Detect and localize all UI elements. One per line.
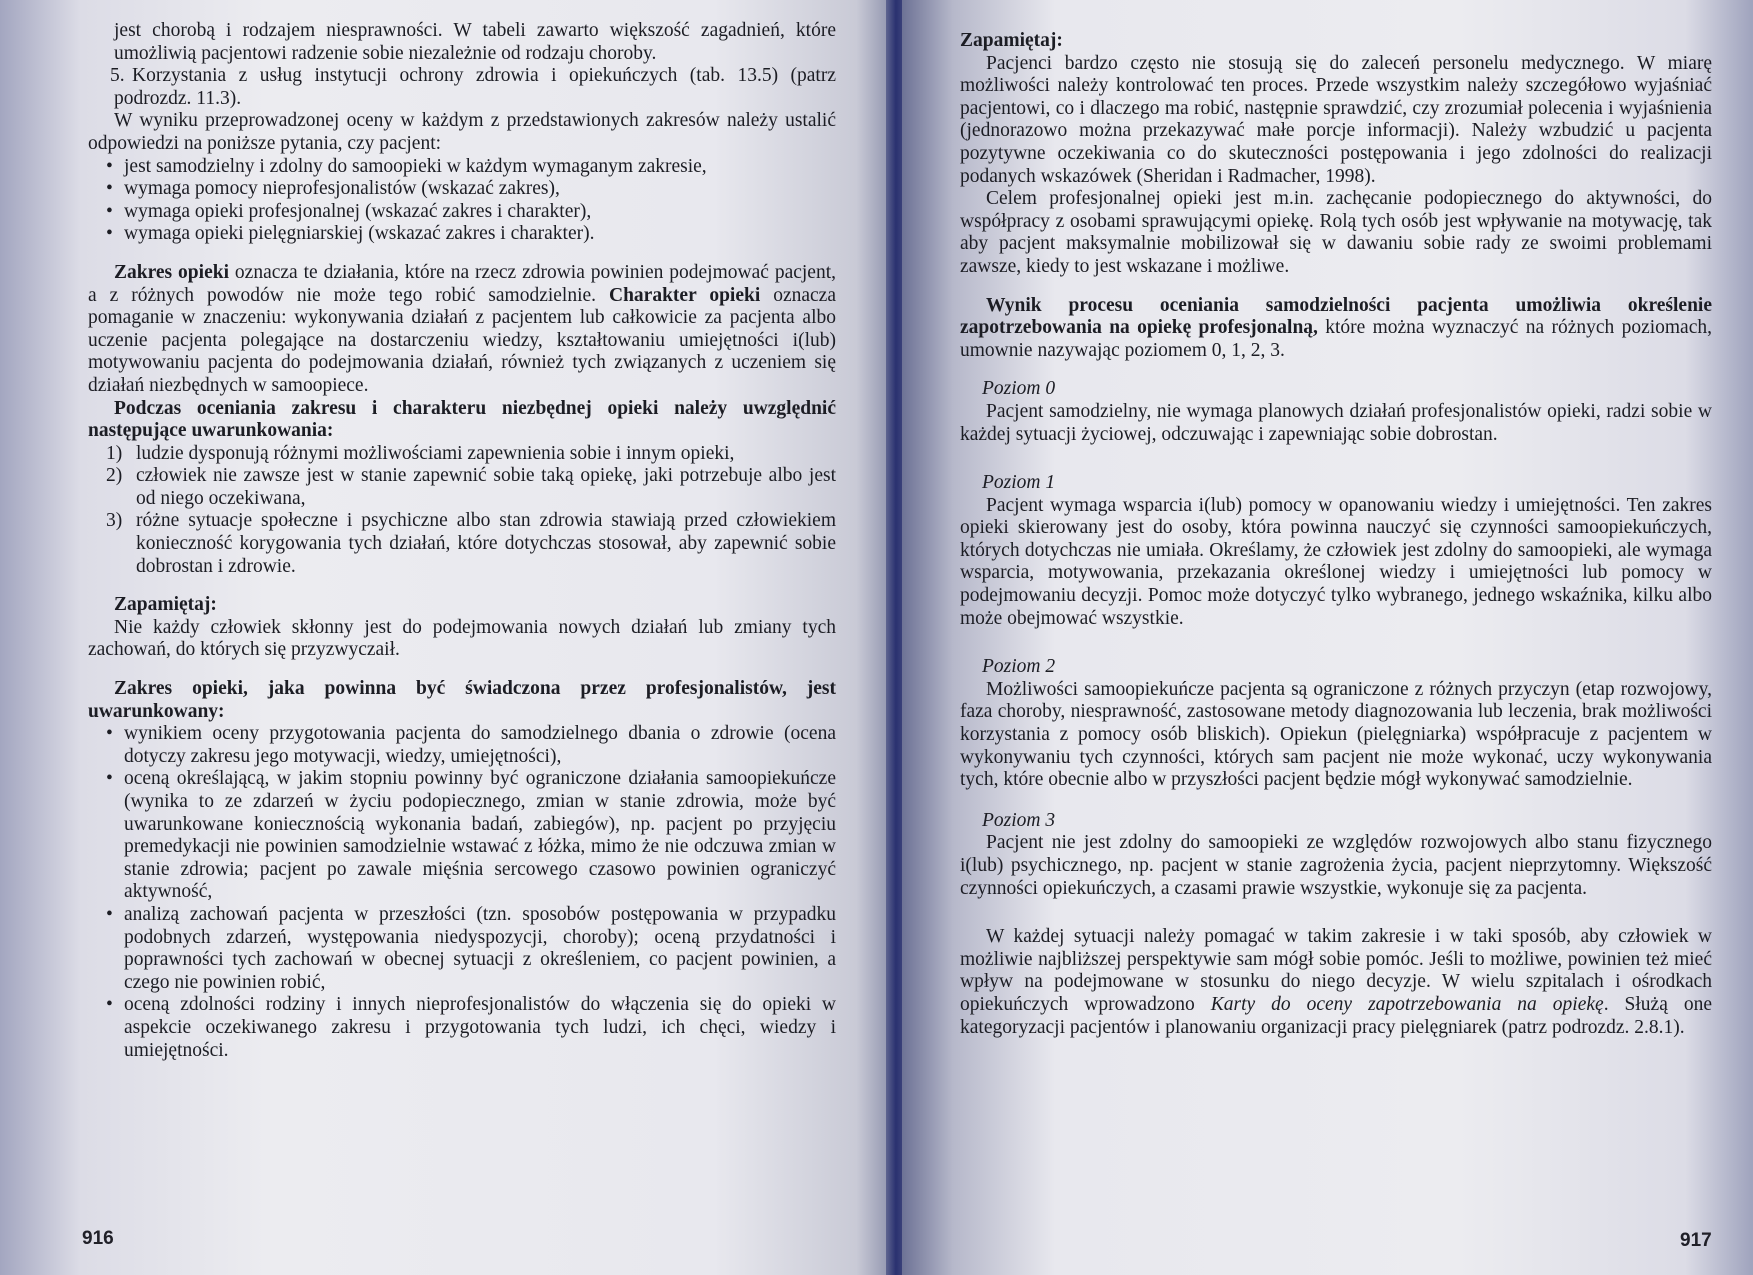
list-item: • wymaga opieki profesjonalnej (wskazać zakres i charakter), <box>124 201 836 224</box>
list-item-5 <box>88 65 836 110</box>
paragraph-text: które można wyznaczyć na różnych poziomach, umownie nazywając poziomem 0, 1, 2, 3. <box>960 317 1712 361</box>
term-karty: Karty do oceny zapotrzebowania na opiekę <box>1210 993 1604 1015</box>
level-text-0: Pacjent samodzielny, nie wymaga planowych działań profesjonalistów opieki, radzi sobie w każdej sytuacji życiowej, odczuwając i zapewniając sobie dobrostan. <box>960 400 1712 445</box>
level-text-1: Pacjent wymaga wsparcia i(lub) pomocy w opanowaniu wiedzy i umiejętności. Ten zakres opieki skierowany jest do osoby, która powinna nauczyć się czynności samoopiekuńczych, których dotychczas nie umiała. Określamy, że człowiek jest zdolny do samoopieki, ale wymaga wsparcia, motywowania, przekazania określonej wiedzy i umiejętności lub pomocy w podejmowaniu decyzji. Pomoc może dotyczyć tylko wybranego, jednego wskaźnika, kilku albo może obejmować wszystkie. <box>960 494 1712 629</box>
list-item <box>106 465 836 510</box>
list-item-text: różne sytuacje społeczne i psychiczne albo stan zdrowia stawiają przed człowiekiem konieczność korygowania tych działań, które dotychczas stosował, aby zapewnić sobie dobrostan i zdrowie. <box>136 510 836 577</box>
paragraph-wynik <box>960 295 1712 363</box>
level-text-2: Możliwości samoopiekuńcze pacjenta są ograniczone z różnych przyczyn (etap rozwojowy, faza choroby, niesprawność, zastosowane metody diagnozowania lub leczenia, brak możliwości korzystania z pomocy osób bliskich). Opiekun (pielęgniarka) współpracuje z pacjentem w wykonywaniu tych czynności, których sam pacjent nie może wykonać, uczy wykonywania tych, które obecnie albo w przyszłości pacjent będzie mógł wykonywać samodzielnie. <box>960 678 1712 791</box>
list-item-text: człowiek nie zawsze jest w stanie zapewnić sobie taką opiekę, jaki potrzebuje albo jest od niego oczekiwana, <box>136 465 836 509</box>
list-item-text: ludzie dysponują różnymi możliwościami zapewnienia sobie i innym opieki, <box>136 442 735 464</box>
paragraph-text: W każdej sytuacji należy pomagać w takim zakresie i w taki sposób, aby człowiek w możliwie najbliższej perspektywie sam mógł sobie pomóc. Jeśli to możliwe, powinien też mieć wpływ na podejmowane w stosunku do niego decyzje. W wielu szpitalach i ośrodkach opiekuńczych wprowadzono <box>960 926 1712 1015</box>
right-page-text <box>960 30 1712 1039</box>
page-number-left: 916 <box>82 1228 114 1249</box>
list-item: • jest samodzielny i zdolny do samoopieki w każdym wymaganym zakresie, <box>124 156 836 179</box>
term-wynik: Wynik procesu oceniania samodzielności pacjenta umożliwia określenie zapotrzebowania na opiekę profesjonalną, <box>960 294 1712 339</box>
list-item: • oceną określającą, w jakim stopniu powinny być ograniczone działania samoopiekuńcze (wynika to ze zdarzeń w życiu podopiecznego, zmian w stanie zdrowia, może być uwarunkowane koniecznością wykonania badań, zabiegów), np. pacjent po przyjęciu premedykacji nie powinien samodzielnie wstawać z łóżka, mimo że nie odczuwa zmian w stanie zdrowia; pacjent po zawale mięśnia sercowego czasowo powinien ograniczyć aktywność, <box>124 768 836 904</box>
term-zakres-opieki: Zakres opieki <box>114 261 229 283</box>
zapamietaj-heading: Zapamiętaj: <box>960 30 1063 51</box>
right-page <box>902 0 1753 1275</box>
zapamietaj-text: Pacjenci bardzo często nie stosują się do zaleceń personelu medycznego. W miarę możliwości należy kontrolować ten proces. Przede wszystkim należy szczegółowo wyjaśniać pacjentowi, co i dlaczego ma robić, następnie sprawdzić, czy zrozumiał polecenia i wyjaśnienia (jednorazowo można przekazywać małe porcje informacji). Należy wzbudzić u pacjenta pozytywne oczekiwania co do skuteczności postępowania i jego zdolności do realizacji podanych wskazówek (Sheridan i Radmacher, 1998). <box>960 52 1712 187</box>
list-item <box>106 442 836 466</box>
list-item: • wymaga pomocy nieprofesjonalistów (wskazać zakres), <box>124 178 836 201</box>
paragraph-celem: Celem profesjonalnej opieki jest m.in. zachęcanie podopiecznego do aktywności, do współpracy z osobami sprawującymi opiekę. Rolą tych osób jest wpływanie na motywację, tak aby pacjent maksymalnie mobilizował się w dawaniu sobie rady ze swoimi problemami zawsze, kiedy to jest wskazane i możliwe. <box>960 188 1712 277</box>
paragraph-final <box>960 926 1712 1039</box>
list-item-number: 1) <box>106 442 123 464</box>
bullet-list-b <box>88 723 836 1062</box>
numbered-list <box>88 443 836 579</box>
paragraph-text: oznacza pomaganie w znaczeniu: wykonywania działań z pacjentem lub całkowicie za pacjenta albo uczenie pacjenta polegające na dostarczeniu wiedzy, kształtowaniu umiejętności i(lub) motywowaniu pacjenta do podejmowania działań, również tych związanych z uczeniem się działań niezbędnych w samoopiece. <box>88 284 836 396</box>
level-title-1: Poziom 1 <box>982 472 1056 494</box>
paragraph-zakres-opieki <box>88 262 836 398</box>
list-item: • oceną zdolności rodziny i innych nieprofesjonalistów do włączenia się do opieki w aspekcie oczekiwanego zakresu i przygotowania tych ludzi, ich chęci, wiedzy i umiejętności. <box>124 994 836 1062</box>
bullet-list-a <box>88 156 836 246</box>
zapamietaj-heading: Zapamiętaj: <box>114 594 217 616</box>
list-item: • wymaga opieki pielęgniarskiej (wskazać zakres i charakter). <box>124 223 836 246</box>
level-title-3: Poziom 3 <box>982 809 1056 831</box>
left-page-text <box>88 20 836 1062</box>
zapamietaj-text: Nie każdy człowiek skłonny jest do podejmowania nowych działań lub zmiany tych zachowań, do których się przyzwyczaił. <box>88 616 836 661</box>
list-item-number: 5. <box>110 65 125 87</box>
list-item-text: Korzystania z usług instytucji ochrony zdrowia i opiekuńczych (tab. 13.5) (patrz podrozdz. 11.3). <box>114 65 836 109</box>
level-title-2: Poziom 2 <box>982 656 1056 678</box>
level-title-0: Poziom 0 <box>982 378 1056 400</box>
paragraph-text: . Służą one kategoryzacji pacjentów i planowaniu organizacji pracy pielęgniarek (patrz podrozdz. 2.8.1). <box>960 993 1713 1038</box>
list-item: • analizą zachowań pacjenta w przeszłości (tzn. sposobów postępowania w przypadku podobnych zdarzeń, występowania niedyspozycji, choroby); oceną przydatności i poprawności tych zachowań w obecnej sytuacji z określeniem, co pacjent powinien, a czego nie powinien robić, <box>124 904 836 994</box>
paragraph-text: oznacza te działania, które na rzecz zdrowia powinien podejmować pacjent, a z różnych powodów nie może tego robić samodzielnie. <box>88 261 836 306</box>
level-text-3: Pacjent nie jest zdolny do samoopieki ze względów rozwojowych albo stanu fizycznego i(lub) psychicznego, np. pacjent w stanie zagrożenia życia, pacjent nieprzytomny. Większość czynności opiekuńczych, a czasami prawie wszystkie, wykonuje się za pacjenta. <box>960 832 1712 899</box>
term-charakter-opieki: Charakter opieki <box>609 284 761 306</box>
page-number-right: 917 <box>1680 1230 1712 1251</box>
intro-paragraph: jest chorobą i rodzajem niesprawności. W tabeli zawarto większość zagadnień, które umożliwią pacjentowi radzenie sobie niezależnie od rodzaju choroby. <box>114 20 836 64</box>
list-item-number: 3) <box>106 510 123 532</box>
heading-zakres-profesjonalistow: Zakres opieki, jaka powinna być świadczona przez profesjonalistów, jest uwarunkowany: <box>88 678 836 722</box>
paragraph-wyniku: W wyniku przeprowadzonej oceny w każdym z przedstawionych zakresów należy ustalić odpowiedzi na poniższe pytania, czy pacjent: <box>88 110 836 154</box>
heading-podczas: Podczas oceniania zakresu i charakteru niezbędnej opieki należy uwzględnić następujące uwarunkowania: <box>88 397 836 442</box>
list-item: • wynikiem oceny przygotowania pacjenta do samodzielnego dbania o zdrowie (ocena dotyczy zakresu jego motywacji, wiedzy, umiejętności), <box>124 723 836 768</box>
list-item <box>106 510 836 578</box>
list-item-number: 2) <box>106 465 123 487</box>
